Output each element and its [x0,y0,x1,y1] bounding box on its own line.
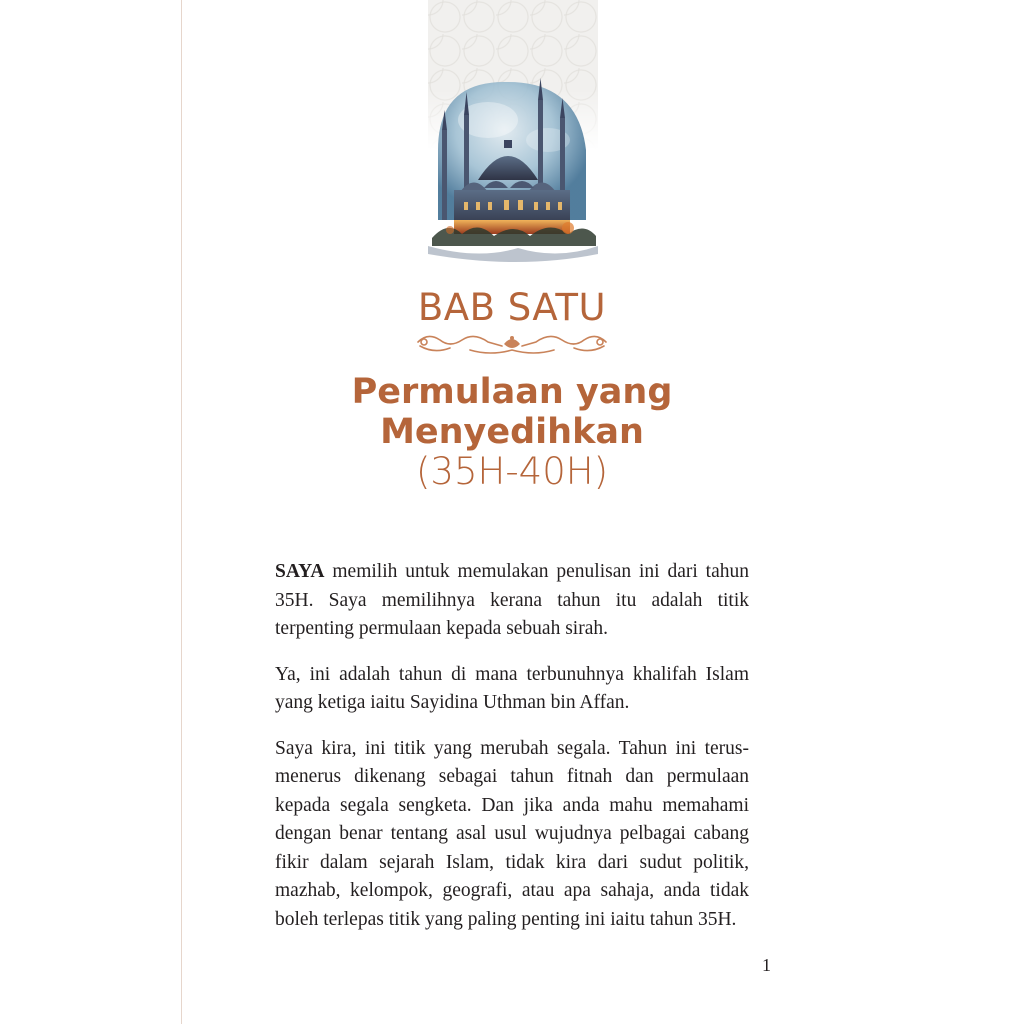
body-text [275,558,749,951]
chapter-title-line-1: Permulaan yang [351,372,673,412]
chapter-years: (35H-40H) [415,450,609,493]
page-number: 1 [762,955,771,975]
chapter-label: BAB SATU [417,286,607,329]
paragraph-2: Ya, ini adalah tahun di mana terbunuhnya khalifah Islam yang ketiga iaitu Sayidina Uthman bin Affan. [275,663,749,713]
paragraph-1-text: memilih untuk memulakan penulisan ini dari tahun 35H. Saya memilihnya kerana tahun itu adalah titik terpenting permulaan kepada sebuah sirah. [275,561,749,639]
mosque-illustration [418,70,608,270]
paragraph-1 [275,558,749,644]
ornamental-divider-icon [410,330,614,358]
paragraph-3: Saya kira, ini titik yang merubah segala. Tahun ini terus-menerus dikenang sebagai tahun fitnah dan permulaan kepada segala sengketa. Dan jika anda mahu memahami dengan benar tentang asal usul wujudnya pelbagai cabang fikir dalam sejarah Islam, tidak kira dari sudut politik, mazhab, kelompok, geografi, atau apa sahaja, anda tidak boleh terlepas titik yang paling penting ini iaitu tahun 35H. [275,737,749,930]
chapter-title [0,372,1024,452]
lead-word: SAYA [275,561,325,582]
page-gutter-line [181,0,182,1024]
chapter-title-line-2: Menyedihkan [380,412,644,452]
